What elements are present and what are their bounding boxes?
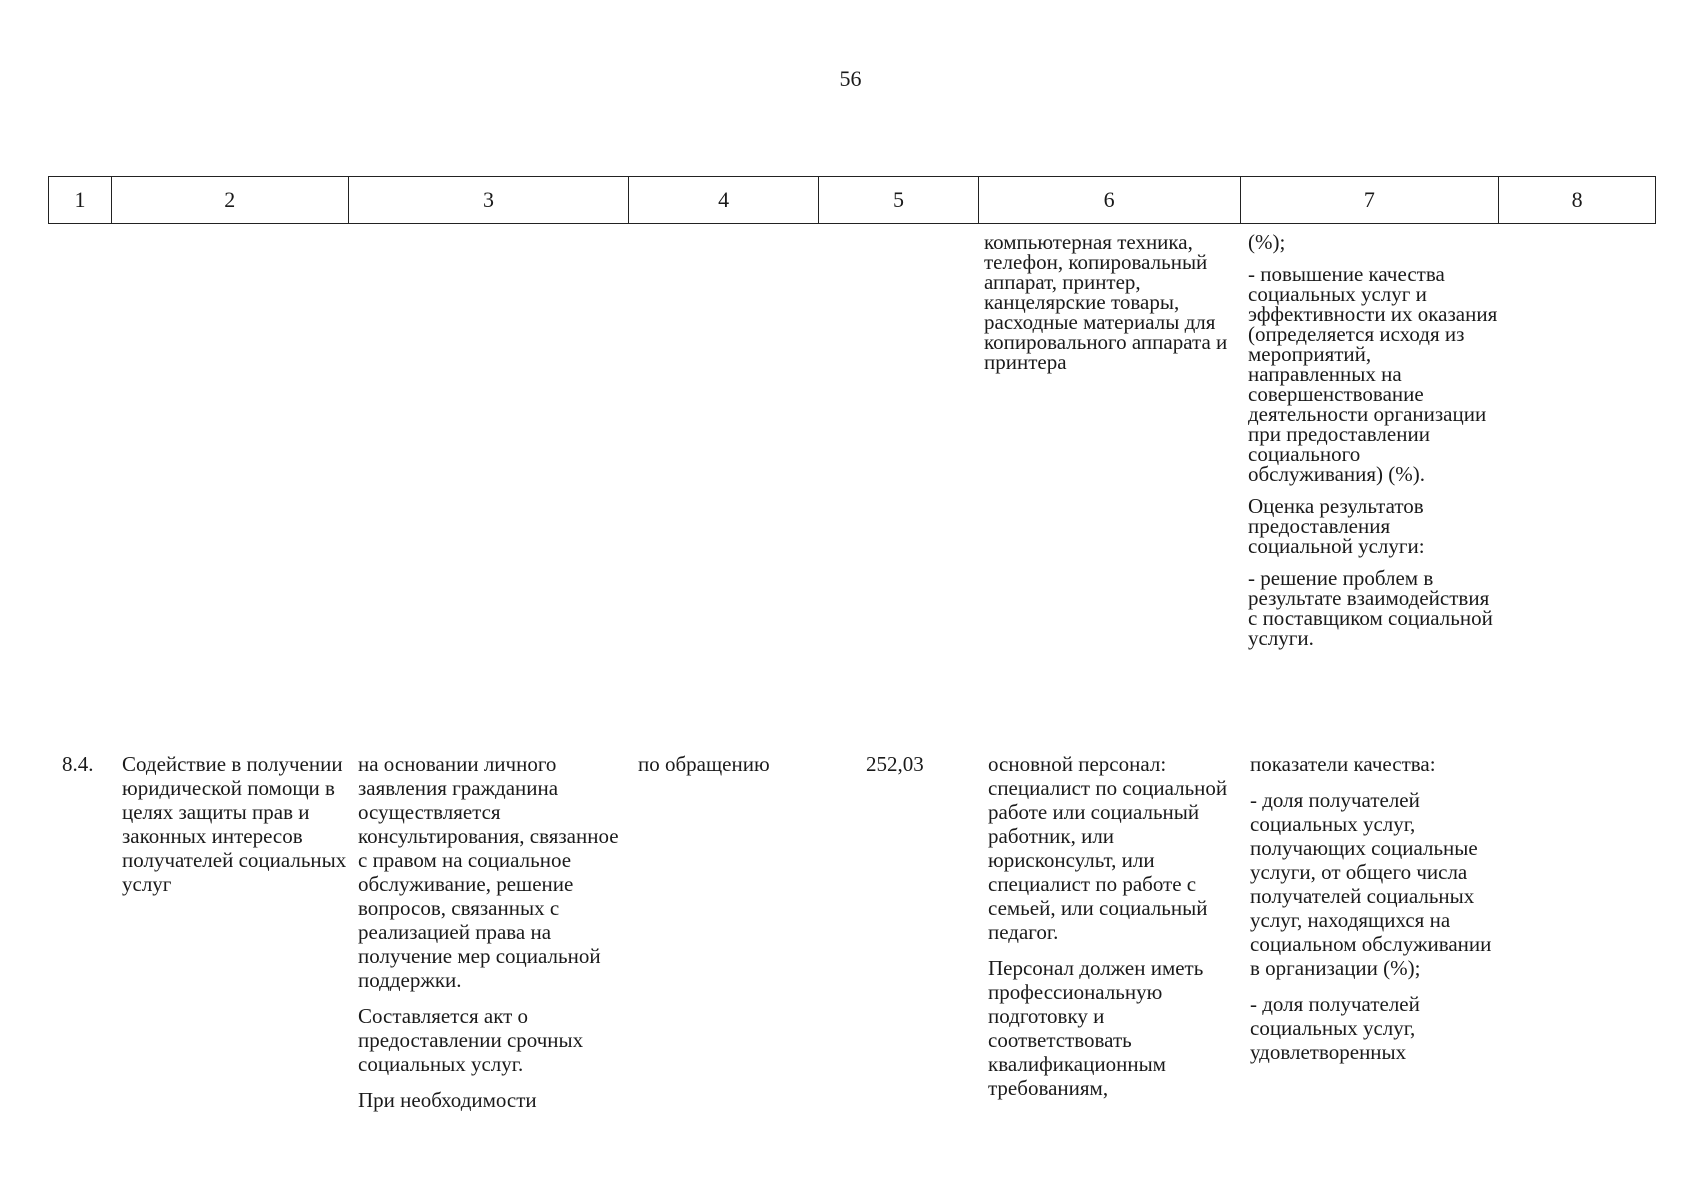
row-8-4-tariff: 252,03 <box>866 752 924 776</box>
row-8-4-description-p3: При необходимости <box>358 1088 537 1112</box>
row-8-4-periodicity: по обращению <box>638 752 770 776</box>
header-col-7: 7 <box>1241 177 1500 223</box>
row-8-4-indicators-p2: - доля получателей социальных услуг, получающих социальные услуги, от общего числа получателей социальных услуг, находящихся на социальном обслуживании в организации (%); <box>1250 788 1492 980</box>
row-8-4-description-p1: на основании личного заявления гражданина осуществляется консультирования, связанное с правом на социальное обслуживание, решение вопросов, связанных с реализацией права на получение мер социальной поддержки. <box>358 752 619 992</box>
row-8-4-indicators-p3: - доля получателей социальных услуг, удовлетворенных <box>1250 992 1420 1064</box>
continuation-col7-p2: - повышение качества социальных услуг и эффективности их оказания (определяется исходя из мероприятий, направленных на совершенствование деятельности организации при предоставлении социального обслуживания) (%). <box>1248 262 1498 486</box>
row-8-4-indicators-p1: показатели качества: <box>1250 752 1436 776</box>
header-col-5: 5 <box>819 177 979 223</box>
continuation-col6 <box>984 232 1232 372</box>
header-col-2: 2 <box>112 177 349 223</box>
row-8-4-conditions-p2: Персонал должен иметь профессиональную подготовку и соответствовать квалификационным требованиям, <box>988 956 1204 1100</box>
row-8-4-conditions <box>988 752 1238 1100</box>
continuation-col7-p1: (%); <box>1248 230 1286 254</box>
row-8-4-description <box>358 752 630 1112</box>
row-8-4-conditions-p1: основной персонал: специалист по социальной работе или социальный работник, или юрисконсульт, или специалист по работе с семьей, или социальный педагог. <box>988 752 1228 944</box>
page-number: 56 <box>839 66 862 91</box>
table-header-row <box>48 176 1656 224</box>
row-8-4-number: 8.4. <box>62 752 94 776</box>
header-col-4: 4 <box>629 177 819 223</box>
continuation-col7-p3: Оценка результатов предоставления социальной услуги: <box>1248 494 1425 558</box>
row-8-4-indicators <box>1250 752 1496 1064</box>
row-8-4-description-p2: Составляется акт о предоставлении срочных социальных услуг. <box>358 1004 584 1076</box>
continuation-col7-p4: - решение проблем в результате взаимодействия с поставщиком социальной услуги. <box>1248 566 1493 650</box>
row-8-4-name: Содействие в получении юридической помощи в целях защиты прав и законных интересов получателей социальных услуг <box>122 752 347 896</box>
header-col-3: 3 <box>349 177 630 223</box>
continuation-col7 <box>1248 232 1500 648</box>
header-col-1: 1 <box>49 177 112 223</box>
header-col-8: 8 <box>1571 187 1583 212</box>
header-col-6: 6 <box>979 177 1241 223</box>
continuation-col6-text: компьютерная техника, телефон, копировальный аппарат, принтер, канцелярские товары, расходные материалы для копировального аппарата и принтера <box>984 230 1228 374</box>
